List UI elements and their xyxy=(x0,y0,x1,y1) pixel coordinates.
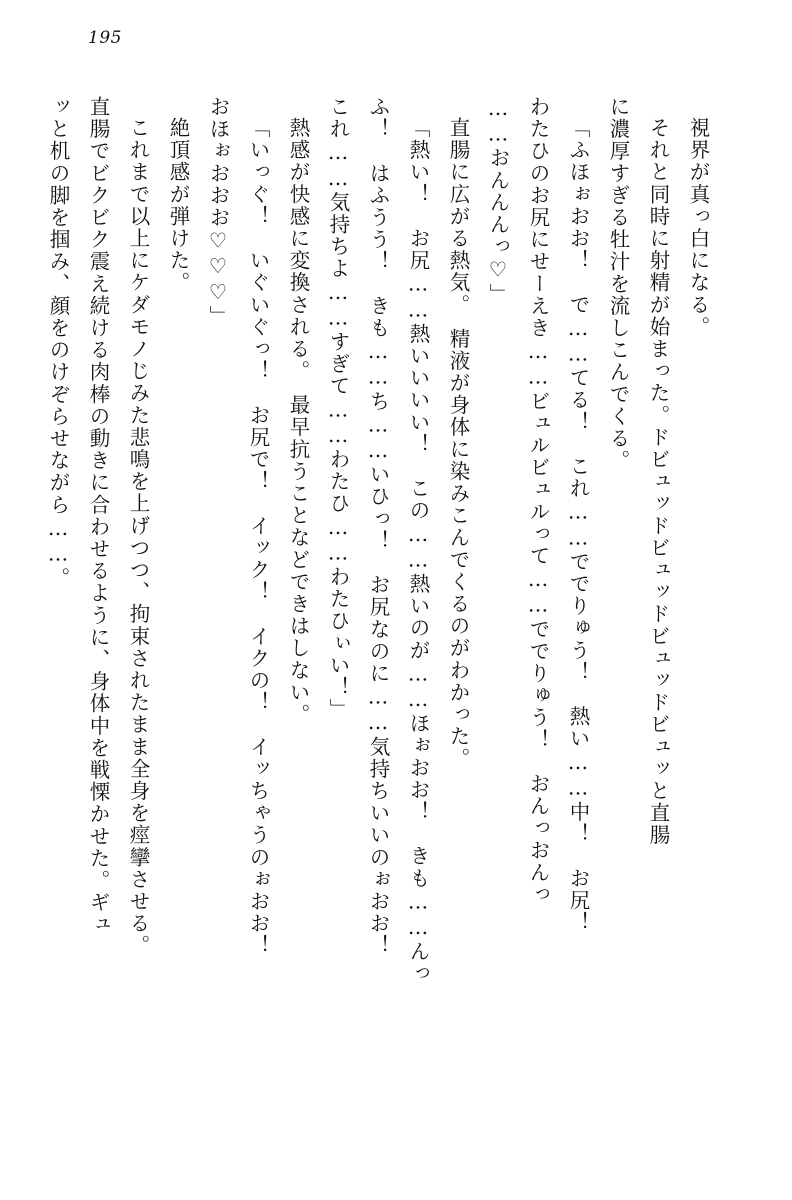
body-line: これ……気持ちよ……すぎて……わたひ……わたひぃい！」 xyxy=(326,96,350,721)
body-line: おほぉおおお♡♡♡」 xyxy=(206,96,230,328)
page-number: 195 xyxy=(88,28,122,48)
body-line: 絶頂感が弾けた。 xyxy=(166,117,190,294)
body-line: 「熱い！ お尻……熱いいいい！ この……熱いのが……ほぉおお！ きも……んっ xyxy=(406,117,430,985)
body-line: ……おんんんっ♡」 xyxy=(486,96,510,306)
body-line: に濃厚すぎる牡汁を流しこんでくる。 xyxy=(606,96,630,472)
body-line: ッと机の脚を掴み、顔をのけぞらせながら……。 xyxy=(46,96,70,590)
body-line: 熱感が快感に変換される。 最早抗うことなどできはしない。 xyxy=(286,117,310,726)
body-line: 「ふほぉおお！ で……てる！ これ……ででりゅう！ 熱い……中！ お尻！ xyxy=(566,117,590,934)
body-line: わたひのお尻にせーえき……ビュルビュルって……ででりゅう！ おんっおんっ xyxy=(526,96,550,906)
body-line: それと同時に射精が始まった。ドビュッドビュッドビュッドビュッと直腸 xyxy=(646,117,670,847)
body-line: 「いっぐ！ いぐいぐっ！ お尻で！ イック！ イクの！ イッちゃうのぉおお！ xyxy=(246,117,270,957)
body-text xyxy=(46,96,718,1168)
body-line: 直腸でビクビク震え続ける肉棒の動きに合わせるように、身体中を戦慄かせた。ギュ xyxy=(86,96,110,936)
body-line: 視界が真っ白になる。 xyxy=(686,117,710,338)
body-line: ふ！ はふうう！ きも……ち……いひっ！ お尻なのに……気持ちいいのぉおお！ xyxy=(366,96,390,957)
body-line: これまで以上にケダモノじみた悲鳴を上げつつ、拘束されたまま全身を痙攣させる。 xyxy=(126,117,150,957)
body-line: 直腸に広がる熱気。 精液が身体に染みこんでくるのがわかった。 xyxy=(446,117,470,770)
